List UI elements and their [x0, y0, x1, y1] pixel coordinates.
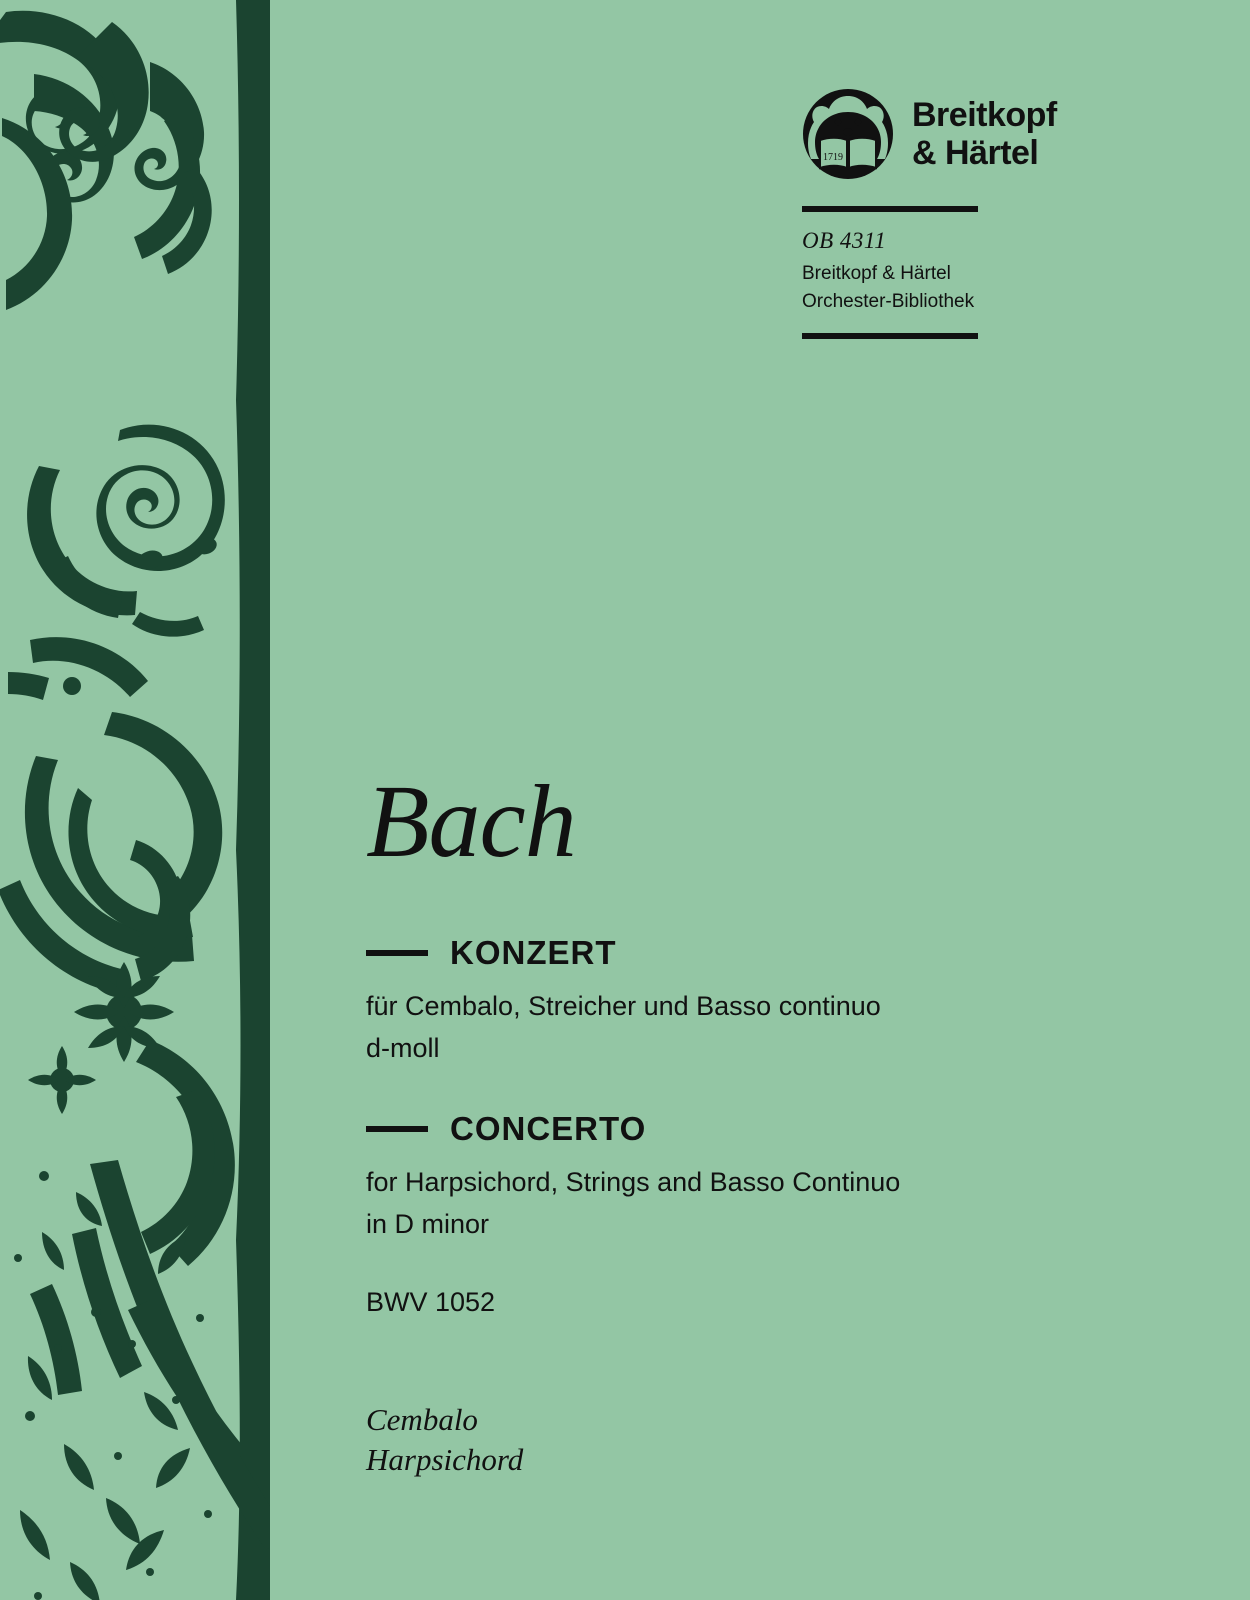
german-work-title: KONZERT — [450, 934, 617, 971]
english-scoring: for Harpsichord, Strings and Basso Continuo — [366, 1166, 901, 1197]
catalog-number: OB 4311 — [802, 228, 887, 253]
german-title-heading — [366, 934, 1146, 972]
publisher-identity — [802, 88, 1102, 180]
part-name-english: Harpsichord — [366, 1442, 524, 1478]
logo-year-text: 1719 — [823, 152, 843, 163]
german-scoring: für Cembalo, Streicher und Basso continuo — [366, 991, 881, 1021]
dash-rule-german — [366, 950, 428, 956]
publisher-block — [802, 88, 1102, 339]
composer-name: Bach — [366, 764, 576, 879]
part-designation — [366, 1400, 523, 1481]
ornament-illustration — [0, 0, 270, 1600]
english-work-title: CONCERTO — [450, 1109, 647, 1147]
publisher-name-line1: Breitkopf — [912, 95, 1057, 134]
series-line-1: Breitkopf & Härtel — [802, 263, 951, 284]
dash-rule-english — [366, 1126, 428, 1132]
english-title-heading — [366, 1110, 1146, 1148]
title-block — [366, 764, 1146, 1318]
english-key: in D minor — [366, 1208, 490, 1239]
publisher-name-line2: & Härtel — [912, 134, 1039, 172]
breitkopf-bear-logo-icon — [802, 88, 894, 180]
divider-top — [802, 206, 978, 212]
series-line-2: Orchester-Bibliothek — [802, 290, 975, 312]
catalogue-number-bwv: BWV 1052 — [366, 1287, 496, 1318]
divider-bottom — [802, 333, 978, 339]
publisher-name — [912, 96, 1057, 172]
decorative-ornament-band — [0, 0, 270, 1600]
title-group-spacer — [366, 1070, 1146, 1110]
german-key: d-moll — [366, 1032, 440, 1063]
part-name-german: Cembalo — [366, 1402, 478, 1437]
